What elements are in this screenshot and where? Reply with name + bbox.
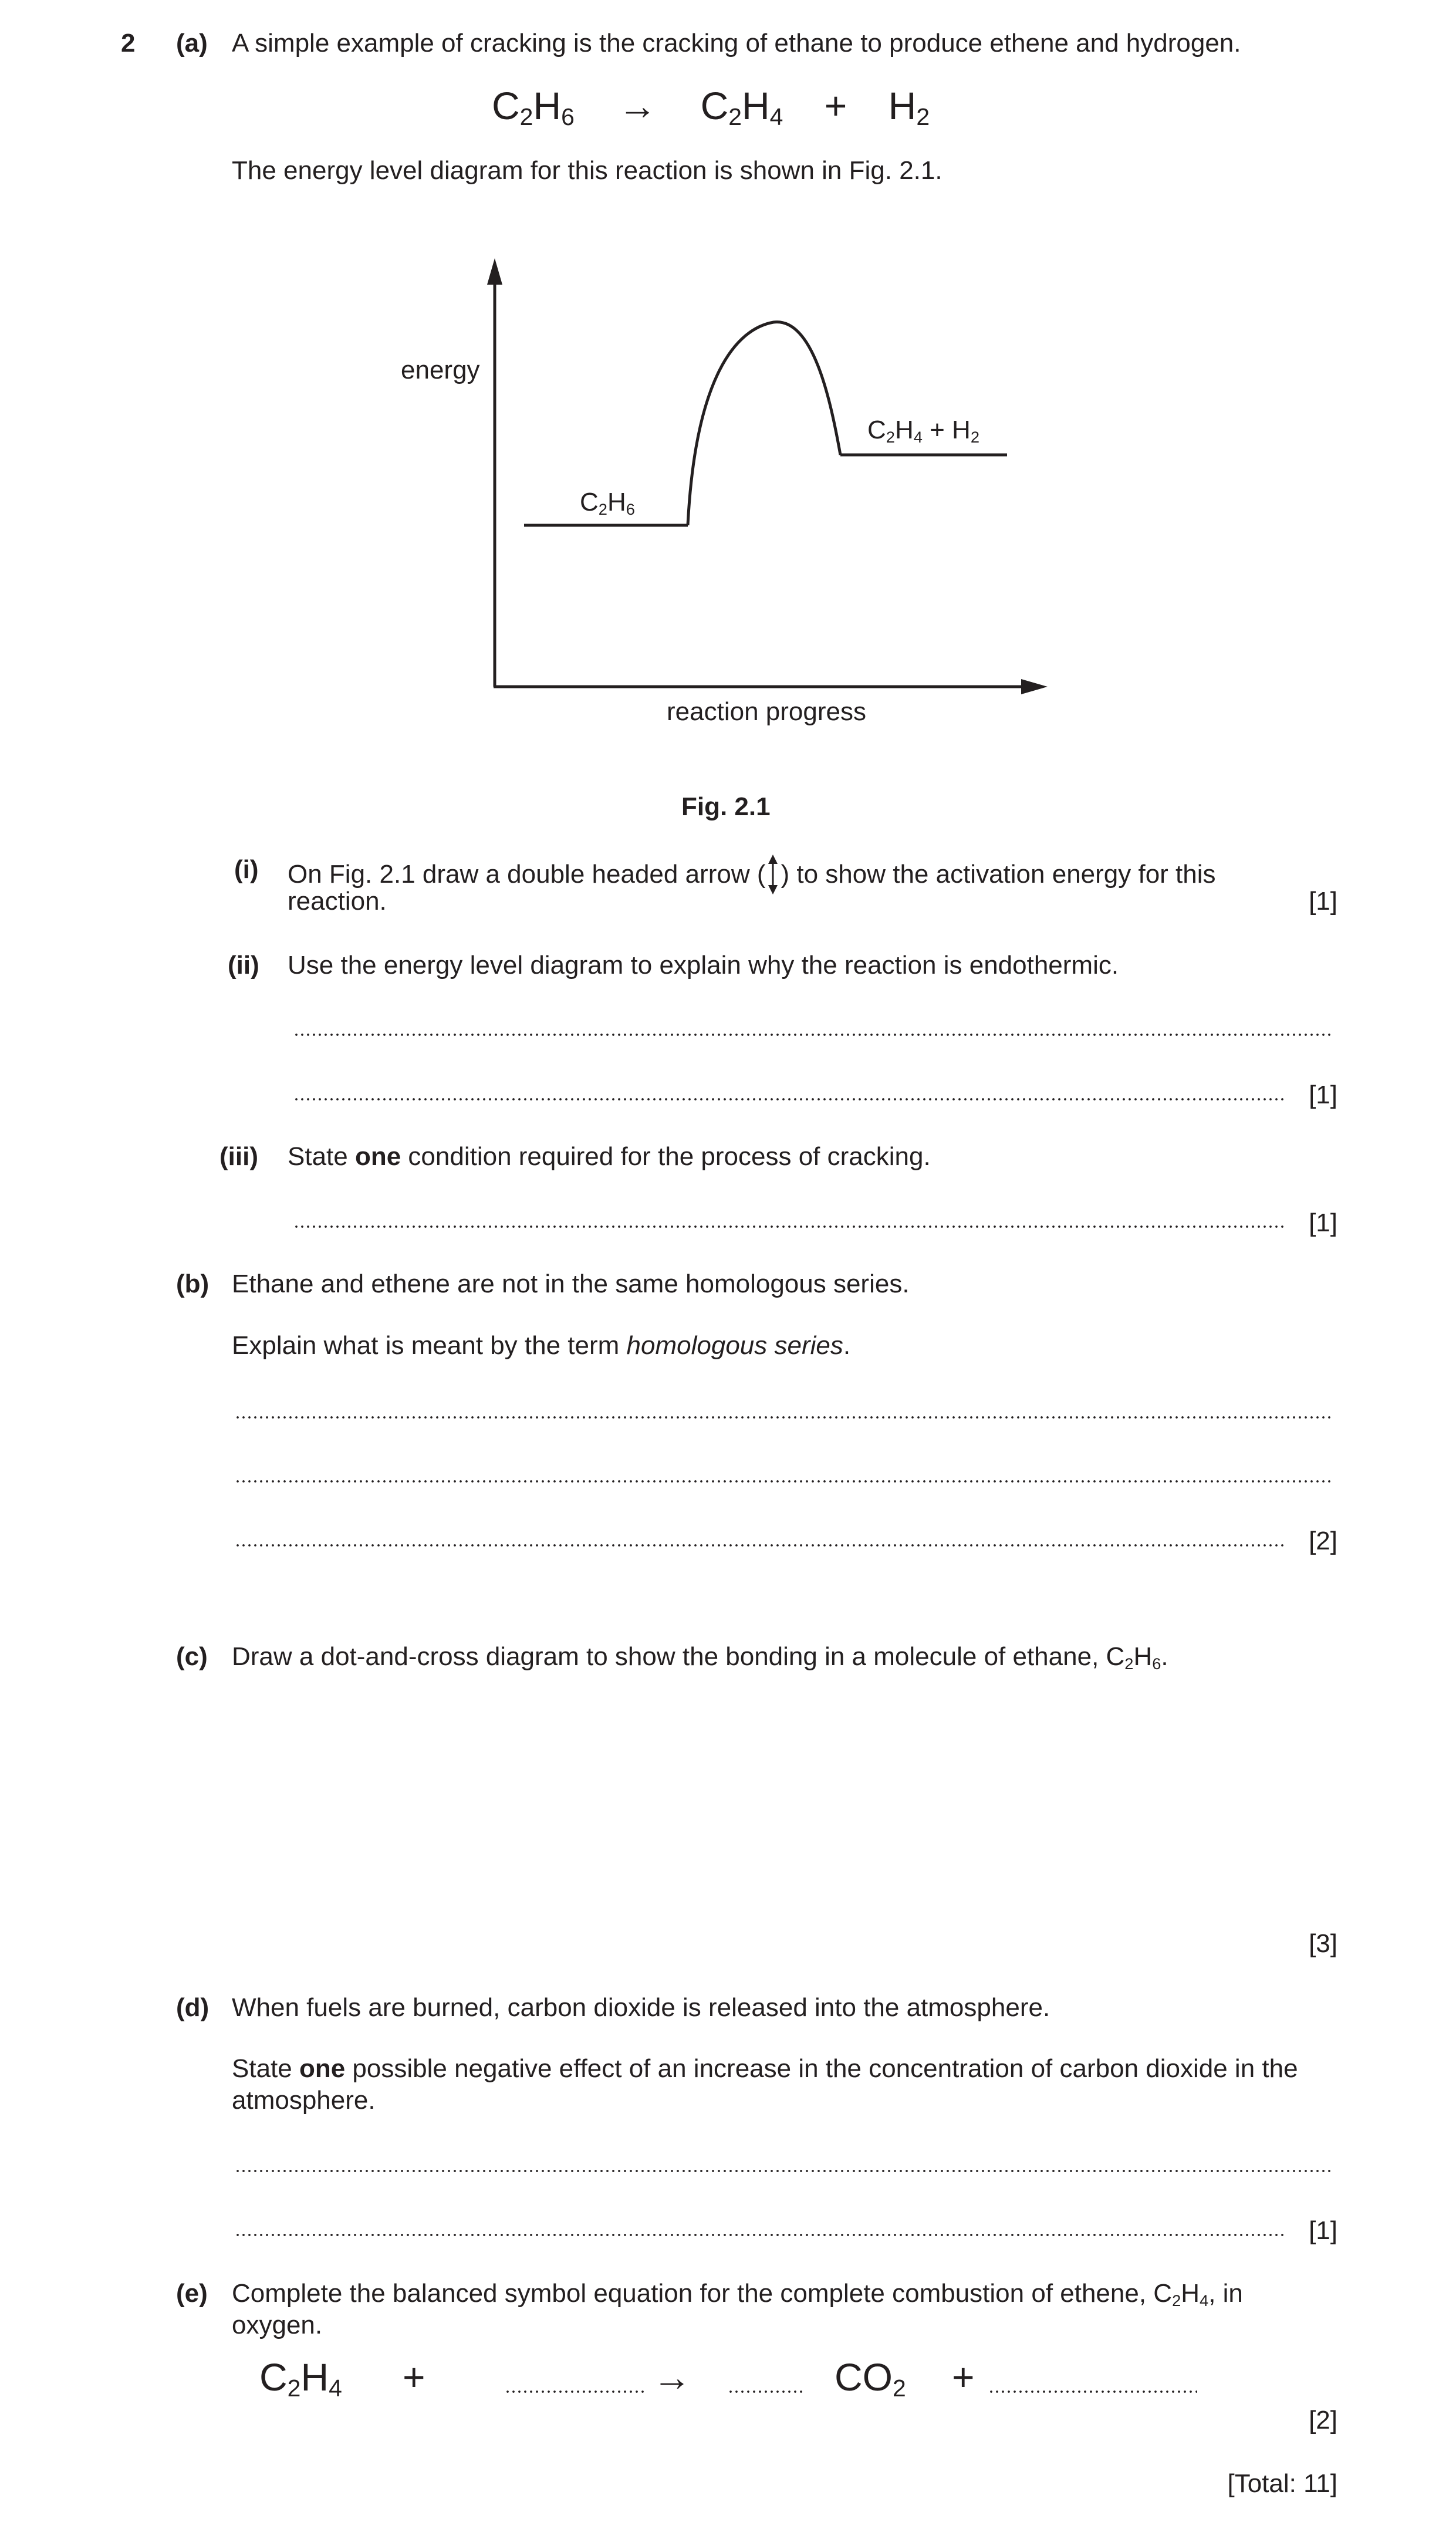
answer-line-a-iii[interactable]	[293, 1225, 1285, 1228]
part-a-iii-text-after: condition required for the process of cracking.	[401, 1142, 931, 1171]
y-axis-arrowhead	[487, 258, 502, 285]
part-b-marks: [2]	[1309, 1527, 1337, 1555]
part-d-text2-after: possible negative effect of an increase in the concentration of carbon dioxide in the	[345, 2054, 1298, 2083]
part-d-text2-line2: atmosphere.	[232, 2086, 376, 2115]
part-a-ii-label: (ii)	[228, 951, 259, 980]
part-e-text-line1: Complete the balanced symbol equation for the complete combustion of ethene, $C_2H_4$, in	[232, 2279, 1243, 2309]
reactant-label: $C_2H_6$	[580, 488, 635, 518]
part-a-i-text-line2: reaction.	[288, 887, 387, 916]
equation-plus: +	[824, 84, 847, 127]
combustion-blank-2[interactable]	[728, 2390, 804, 2393]
answer-line-b-1[interactable]	[235, 1416, 1333, 1419]
answer-line-a-ii-2[interactable]	[293, 1098, 1285, 1101]
combustion-blank-3[interactable]	[988, 2390, 1197, 2393]
double-headed-arrow-icon	[765, 853, 781, 896]
part-c-text: Draw a dot-and-cross diagram to show the bonding in a molecule of ethane, $C_2H_6$.	[232, 1642, 1168, 1673]
question-number: 2	[121, 29, 136, 58]
part-a-iii-text-bold: one	[354, 1142, 401, 1171]
x-axis-arrowhead	[1021, 679, 1048, 694]
part-d-text2-before: State	[232, 2054, 299, 2083]
part-d-text1: When fuels are burned, carbon dioxide is released into the atmosphere.	[232, 1993, 1050, 2022]
combustion-blank-1[interactable]	[505, 2390, 646, 2393]
part-a-i-marks: [1]	[1309, 887, 1337, 916]
part-a-ii-text: Use the energy level diagram to explain why the reaction is endothermic.	[288, 951, 1119, 980]
part-d-text2-bold: one	[299, 2054, 346, 2083]
answer-line-d-2[interactable]	[235, 2233, 1285, 2237]
part-c-marks: [3]	[1309, 1929, 1337, 1958]
part-b-text2	[232, 1329, 850, 1362]
figure-caption: Fig. 2.1	[681, 792, 771, 821]
part-b-label: (b)	[176, 1269, 210, 1298]
part-b-text2-italic: homologous series	[626, 1331, 843, 1360]
part-a-i-text-after: ) to show the activation energy for this	[781, 860, 1216, 889]
product-label: $C_2H_4 + H_2$	[867, 416, 979, 446]
answer-line-d-1[interactable]	[235, 2169, 1333, 2173]
part-a-i-label: (i)	[234, 855, 259, 884]
part-a-iii-marks: [1]	[1309, 1208, 1337, 1237]
part-a-iii-label: (iii)	[219, 1142, 258, 1171]
combustion-plus-2: +	[952, 2355, 975, 2399]
part-a-iii-text-before: State	[288, 1142, 355, 1171]
part-b-text2-before: Explain what is meant by the term	[232, 1331, 627, 1360]
part-e-marks: [2]	[1309, 2406, 1337, 2435]
part-a-intro: A simple example of cracking is the cracking of ethane to produce ethene and hydrogen.	[232, 29, 1241, 58]
y-axis-label: energy	[401, 356, 480, 384]
answer-line-b-2[interactable]	[235, 1480, 1333, 1483]
part-a-label: (a)	[176, 29, 208, 58]
part-a-iii-text	[288, 1140, 931, 1173]
diagram-intro: The energy level diagram for this reaction is shown in Fig. 2.1.	[232, 156, 942, 185]
answer-line-b-3[interactable]	[235, 1544, 1285, 1547]
part-b-text2-after: .	[843, 1331, 851, 1360]
x-axis-label: reaction progress	[667, 697, 866, 726]
total-marks: [Total: 11]	[1227, 2469, 1337, 2498]
equation-arrow: →	[618, 84, 657, 127]
part-d-marks: [1]	[1309, 2216, 1337, 2245]
combustion-reactant: $C_2H_4$	[259, 2355, 342, 2402]
combustion-arrow: →	[653, 2355, 691, 2399]
part-d-label: (d)	[176, 1993, 210, 2022]
part-a-i-text-before: On Fig. 2.1 draw a double headed arrow (	[288, 860, 766, 889]
part-d-text2	[232, 2052, 1298, 2085]
equation-product-1: $C_2H_4$	[700, 84, 783, 131]
part-e-label: (e)	[176, 2279, 208, 2308]
equation-product-2: $H_2$	[888, 84, 930, 131]
equation-reactant: $C_2H_6$	[492, 84, 575, 131]
part-b-text1: Ethane and ethene are not in the same homologous series.	[232, 1269, 910, 1298]
combustion-product: $CO_2$	[835, 2355, 906, 2402]
part-a-i-text	[288, 853, 1216, 896]
energy-curve	[688, 322, 840, 525]
answer-line-a-ii-1[interactable]	[293, 1033, 1333, 1036]
part-a-ii-marks: [1]	[1309, 1081, 1337, 1109]
combustion-plus-1: +	[403, 2355, 425, 2399]
part-e-text-line2: oxygen.	[232, 2311, 323, 2339]
part-c-label: (c)	[176, 1642, 208, 1671]
